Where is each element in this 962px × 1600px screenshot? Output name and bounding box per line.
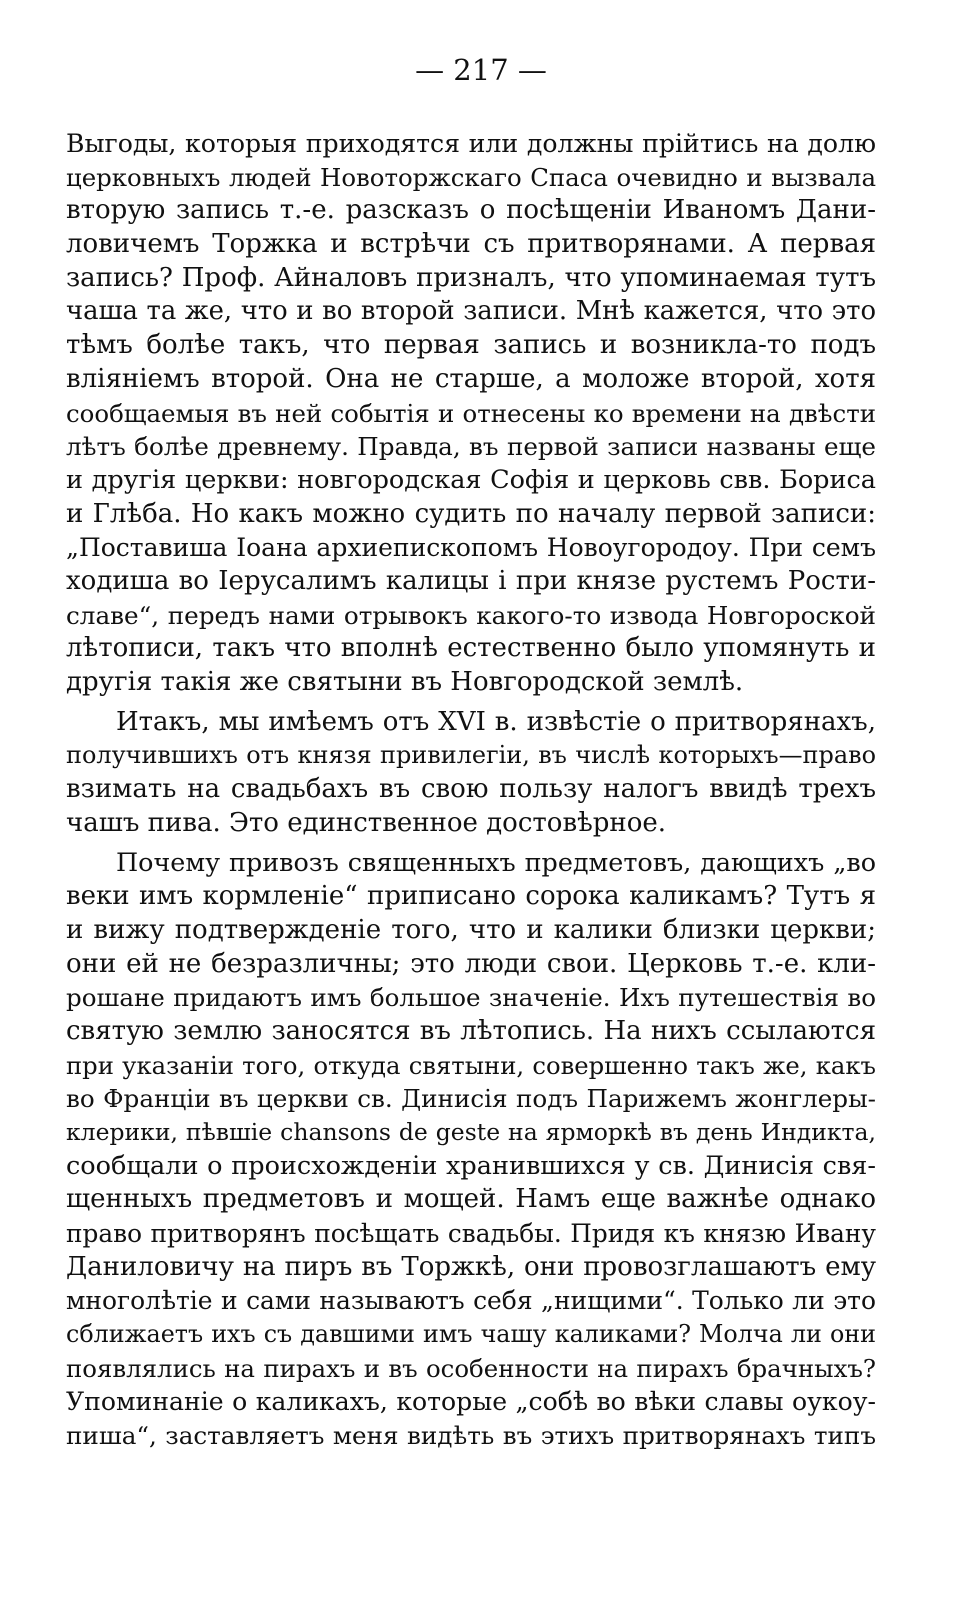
text-line: Упоминаніе о каликахъ, которые „собѣ во вѣки славы оукоу-	[66, 1387, 876, 1417]
text-line: Даниловичу на пиръ въ Торжкѣ, они провозглашаютъ ему	[66, 1251, 876, 1282]
text-line: сближаетъ ихъ съ давшими имъ чашу каликами? Молча ли они	[66, 1320, 876, 1349]
text-line: ходиша во Іерусалимъ калицы і при князе рустемъ Рости-	[66, 565, 876, 596]
text-line: вліяніемъ второй. Она не старше, а моложе второй, хотя	[66, 363, 876, 394]
body-text	[66, 127, 876, 1453]
text-line: многолѣтіе и сами называютъ себя „нищими“. Только ли это	[66, 1286, 876, 1316]
text-line: Выгоды, которыя приходятся или должны прійтись на долю	[66, 129, 876, 158]
text-line: Итакъ, мы имѣемъ отъ XVI в. извѣстіе о притворянахъ,	[116, 706, 876, 737]
text-line: они ей не безразличны; это люди свои. Церковь т.-е. кли-	[66, 948, 876, 979]
text-line: появлялись на пирахъ и въ особенности на пирахъ брачныхъ?	[66, 1353, 876, 1383]
text-line: при указаніи того, откуда святыни, совершенно такъ же, какъ	[66, 1050, 876, 1080]
text-line: другія такія же святыни въ Новгородской землѣ.	[66, 667, 744, 697]
text-line: славе“, передъ нами отрывокъ какого-то извода Новгороской	[66, 600, 876, 630]
paragraph	[66, 846, 876, 1452]
text-line: чаша та же, что и во второй записи. Мнѣ кажется, что это	[66, 296, 876, 327]
text-line: лѣтъ болѣе древнему. Правда, въ первой записи названы еще	[66, 432, 876, 462]
text-line: во Франціи въ церкви св. Динисія подъ Парижемъ жонглеры-	[66, 1084, 876, 1114]
text-line: сообщаемыя въ ней событія и отнесены ко времени на двѣсти	[66, 398, 876, 428]
text-line: церковныхъ людей Новоторжскаго Спаса очевидно и вызвала	[66, 162, 876, 192]
text-line: запись? Проф. Айналовъ призналъ, что упоминаемая тутъ	[66, 262, 876, 293]
text-line: тѣмъ болѣе такъ, что первая запись и возникла-то подъ	[66, 330, 876, 361]
text-line: ловичемъ Торжка и встрѣчи съ притворянами. А первая	[66, 229, 876, 260]
text-line: взимать на свадьбахъ въ свою пользу налогъ ввидѣ трехъ	[66, 774, 876, 805]
text-line: право притворянъ посѣщать свадьбы. Придя къ князю Ивану	[66, 1219, 876, 1248]
text-line: святую землю заносятся въ лѣтопись. На нихъ ссылаются	[66, 1015, 876, 1046]
text-line: сообщали о происхожденіи хранившихся у св. Динисія свя-	[66, 1150, 876, 1181]
text-line: веки имъ кормленіе“ приписано сорока каликамъ? Тутъ я	[66, 881, 876, 912]
text-line: и другія церкви: новгородская Софія и церковь свв. Бориса	[66, 464, 876, 495]
paragraph	[66, 127, 876, 700]
text-line: и Глѣба. Но какъ можно судить по началу первой записи:	[66, 498, 876, 529]
text-line: пиша“, заставляетъ меня видѣть въ этихъ притворянахъ типъ	[66, 1421, 876, 1451]
page-number: — 217 —	[415, 53, 547, 87]
text-line: клерики, пѣвшіе chansons de geste на ярморкѣ въ день Индикта,	[66, 1117, 876, 1146]
text-line: получившихъ отъ князя привилегіи, въ числѣ которыхъ—право	[66, 741, 876, 770]
text-line: лѣтописи, такъ что вполнѣ естественно было упомянуть и	[66, 633, 876, 664]
text-line: чашъ пива. Это единственное достовѣрное.	[66, 807, 667, 838]
text-line: Почему привозъ священныхъ предметовъ, дающихъ „во	[116, 847, 876, 878]
text-line: „Поставиша Іоана архиепископомъ Новоугородоу. При семъ	[66, 533, 876, 563]
paragraph	[66, 706, 876, 841]
text-line: рошане придаютъ имъ большое значеніе. Ихъ путешествія во	[66, 983, 876, 1013]
text-line: вторую запись т.-е. разсказъ о посѣщеніи Иваномъ Дани-	[66, 195, 876, 226]
text-line: и вижу подтвержденіе того, что и калики близки церкви;	[66, 914, 876, 945]
text-line: щенныхъ предметовъ и мощей. Намъ еще важнѣе однако	[66, 1184, 876, 1215]
